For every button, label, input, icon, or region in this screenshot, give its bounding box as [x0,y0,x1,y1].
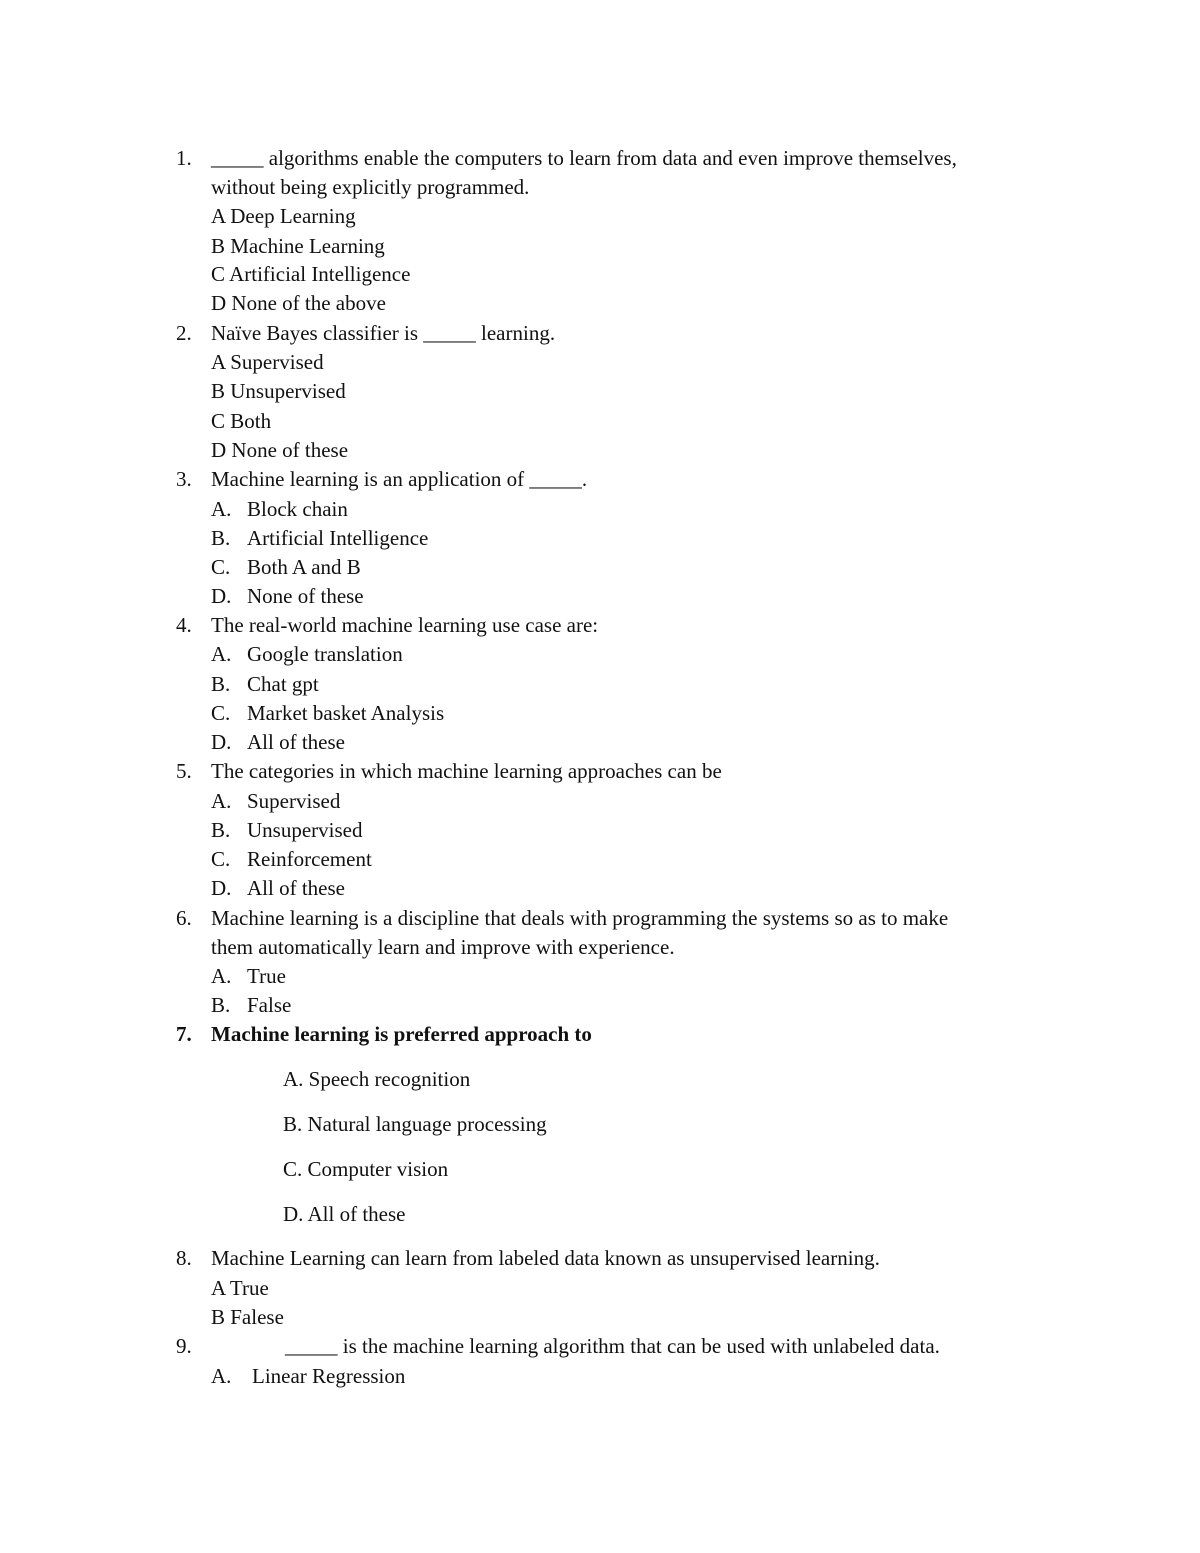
answer-letter: B. [211,526,231,550]
answer-letter: A. [211,789,232,813]
answer-text: Unsupervised [247,818,363,842]
answer-letter: A. [211,1364,232,1388]
answer-option: C Artificial Intelligence [211,262,411,286]
answer-option: D None of these [211,438,349,462]
answer-letter: A. [211,497,232,521]
question-number: 9. [176,1334,192,1358]
question-number: 6. [176,906,192,930]
answer-text: Reinforcement [247,847,372,871]
question-text-continued: them automatically learn and improve with experience. [211,935,675,959]
question-number: 5. [176,759,192,783]
question-number: 2. [176,321,192,345]
question-number: 7. [176,1022,192,1046]
answer-letter: D. [211,730,232,754]
answer-option: A. Speech recognition [283,1067,471,1091]
question-text: Machine learning is preferred approach to [211,1022,592,1046]
question-text: Machine learning is an application of _____. [211,467,588,491]
answer-text: False [247,993,292,1017]
answer-text: Chat gpt [247,672,319,696]
answer-option: C. Computer vision [283,1157,449,1181]
question-number: 8. [176,1246,192,1270]
question-text-continued: without being explicitly programmed. [211,175,530,199]
question-text: _____ is the machine learning algorithm that can be used with unlabeled data. [285,1334,940,1358]
answer-letter: C. [211,555,231,579]
answer-text: Linear Regression [252,1364,406,1388]
answer-letter: B. [211,993,231,1017]
answer-letter: B. [211,672,231,696]
answer-option: D None of the above [211,291,386,315]
answer-letter: A. [211,642,232,666]
answer-letter: C. [211,701,231,725]
answer-letter: D. [211,876,232,900]
question-text: The categories in which machine learning approaches can be [211,759,722,783]
question-text: Machine Learning can learn from labeled data known as unsupervised learning. [211,1246,880,1270]
answer-letter: A. [211,964,232,988]
answer-text: Both A and B [247,555,361,579]
answer-text: Market basket Analysis [247,701,445,725]
answer-text: True [247,964,286,988]
answer-option: B Unsupervised [211,379,346,403]
question-number: 4. [176,613,192,637]
answer-option: A Supervised [211,350,324,374]
answer-text: All of these [247,876,345,900]
answer-option: B Machine Learning [211,234,385,258]
question-number: 3. [176,467,192,491]
answer-text: All of these [247,730,345,754]
answer-letter: B. [211,818,231,842]
answer-letter: D. [211,584,232,608]
question-text: _____ algorithms enable the computers to learn from data and even improve themselves, [211,146,957,170]
answer-option: C Both [211,409,272,433]
answer-option: A Deep Learning [211,204,356,228]
question-text: Machine learning is a discipline that deals with programming the systems so as to make [211,906,949,930]
answer-text: Google translation [247,642,403,666]
question-text: The real-world machine learning use case are: [211,613,599,637]
answer-letter: C. [211,847,231,871]
answer-text: Block chain [247,497,348,521]
answer-text: Artificial Intelligence [247,526,429,550]
answer-text: Supervised [247,789,341,813]
answer-option: B. Natural language processing [283,1112,547,1136]
answer-text: None of these [247,584,364,608]
question-text: Naïve Bayes classifier is _____ learning. [211,321,556,345]
answer-option: A True [211,1276,269,1300]
question-number: 1. [176,146,192,170]
answer-option: D. All of these [283,1202,406,1226]
answer-option: B Falese [211,1305,284,1329]
